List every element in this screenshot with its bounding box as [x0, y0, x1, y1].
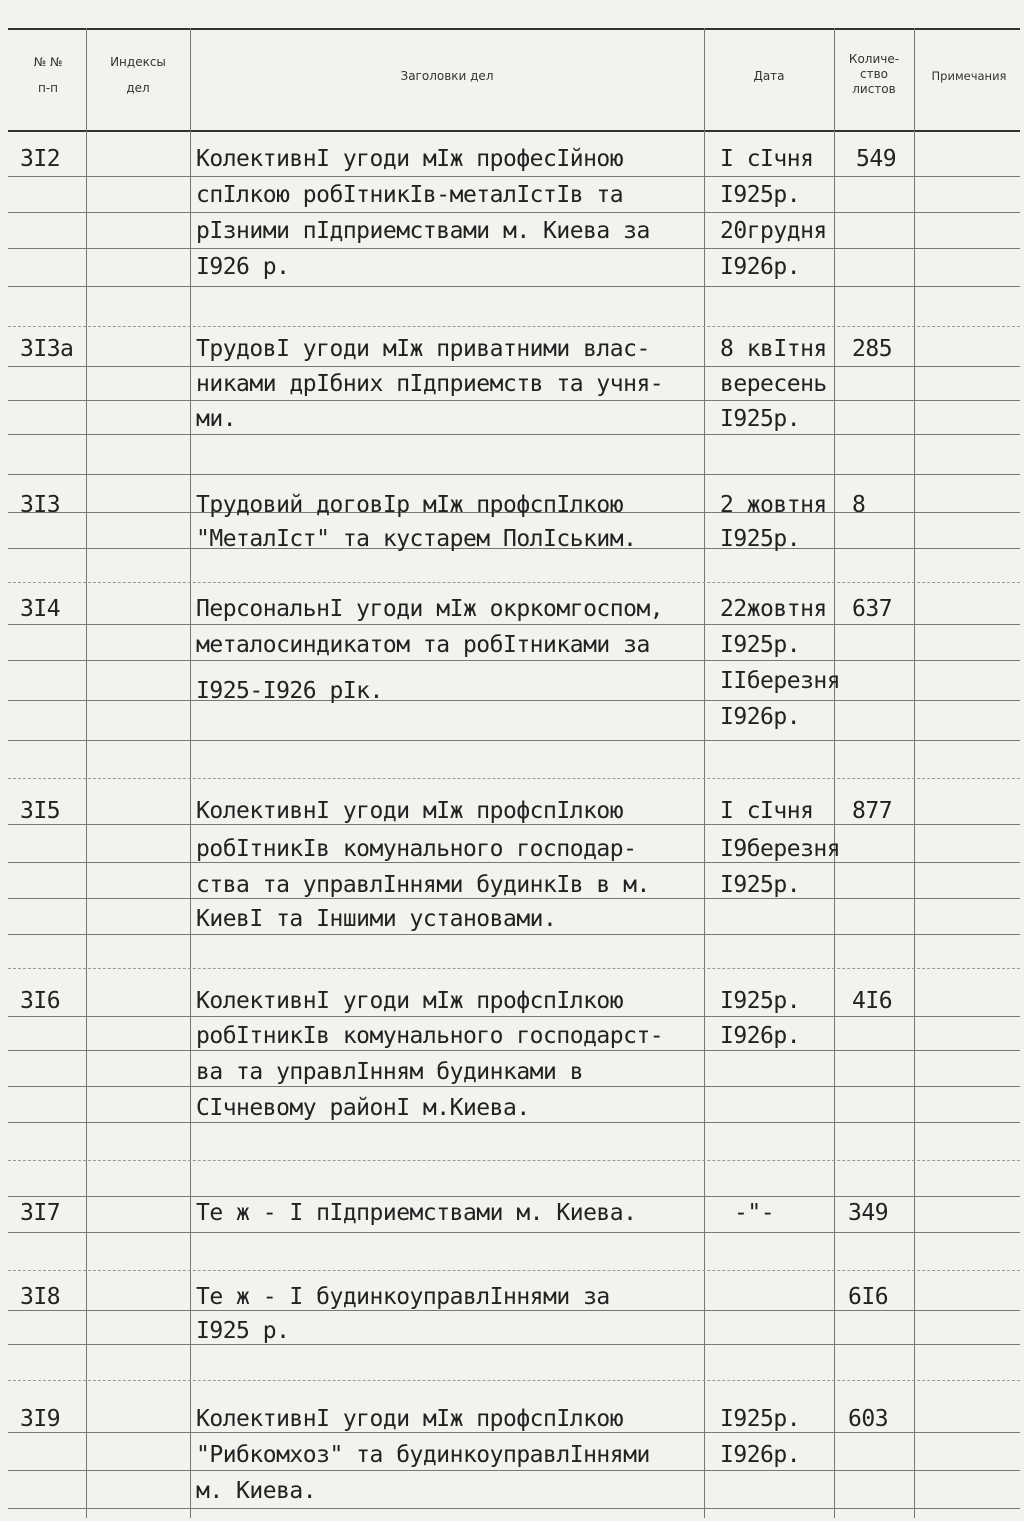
header-count-line3: листов: [852, 82, 896, 96]
row-number: 3I3: [20, 492, 61, 518]
ruled-line: [8, 176, 1020, 177]
row-number: 3I5: [20, 798, 61, 824]
row-sheet-count: 349: [848, 1200, 889, 1226]
row-title-line: робIтникIв комунального господар-: [196, 836, 637, 862]
row-date-line: I сIчня: [720, 798, 814, 824]
row-title-line: ства та управлIннями будинкIв в м.: [196, 872, 650, 898]
row-title-line: Те ж - I пIдприемствами м. Киева.: [196, 1200, 637, 1226]
row-number: 3I6: [20, 988, 61, 1014]
ruled-line: [8, 248, 1020, 249]
header-index: [90, 54, 186, 96]
row-date-line: 20грудня: [720, 218, 827, 244]
header-num-line2: п-п: [37, 81, 59, 95]
row-number: 3I3а: [20, 336, 74, 362]
row-date-line: IIберезня: [720, 668, 841, 694]
row-title-line: никами дрIбних пIдприемств та учня-: [196, 371, 664, 397]
row-number: 3I2: [20, 146, 61, 172]
ruled-line: [8, 778, 1020, 779]
ruled-line: [8, 326, 1020, 327]
row-date-line: 22жовтня: [720, 596, 827, 622]
row-date-line: I926р.: [720, 1023, 801, 1049]
row-sheet-count: 6I6: [848, 1284, 889, 1310]
row-sheet-count: 877: [852, 798, 893, 824]
row-date-line: 2 жовтня: [720, 492, 827, 518]
row-title-line: КолективнI угоди мIж профспIлкою: [196, 988, 624, 1014]
column-divider: [190, 28, 191, 1518]
column-divider: [86, 28, 87, 1518]
row-date-line: I926р.: [720, 704, 801, 730]
row-title-line: металосиндикатом та робIтниками за: [196, 632, 650, 658]
row-title-line: КиевI та Iншими установами.: [196, 906, 557, 932]
ruled-line: [8, 1270, 1020, 1271]
row-title-line: спIлкою робIтникIв-металIстIв та: [196, 182, 624, 208]
row-title-line: ПерсональнI угоди мIж окркомгоспом,: [196, 596, 664, 622]
row-title-line: "МеталIст" та кустарем ПолIським.: [196, 526, 637, 552]
row-date-line: I сIчня: [720, 146, 814, 172]
ruled-line: [8, 1380, 1020, 1381]
row-number: 3I8: [20, 1284, 61, 1310]
row-date-line: I925р.: [720, 632, 801, 658]
ruled-line: [8, 582, 1020, 583]
row-date-line: I9березня: [720, 836, 841, 862]
header-index-line1: Индексы: [110, 55, 166, 69]
row-date-line: -"-: [734, 1200, 775, 1226]
header-num: [16, 54, 80, 96]
row-title-line: КолективнI угоди мIж профспIлкою: [196, 1406, 624, 1432]
header-count-line2: ство: [859, 67, 888, 81]
row-date-line: I925р.: [720, 406, 801, 432]
header-bottom-border: [8, 130, 1020, 132]
row-title-line: I925-I926 рIк.: [196, 678, 383, 704]
row-number: 3I7: [20, 1200, 61, 1226]
column-divider: [704, 28, 705, 1518]
ruled-line: [8, 474, 1020, 475]
row-date-line: вересень: [720, 371, 827, 397]
row-date-line: I925р.: [720, 526, 801, 552]
row-date-line: I926р.: [720, 254, 801, 280]
ruled-line: [8, 1232, 1020, 1233]
ruled-line: [8, 1160, 1020, 1161]
ruled-line: [8, 740, 1020, 741]
row-number: 3I9: [20, 1406, 61, 1432]
row-title-line: Трудовий договIр мIж профспIлкою: [196, 492, 624, 518]
row-title-line: ТрудовI угоди мIж приватними влас-: [196, 336, 650, 362]
ruled-line: [8, 968, 1020, 969]
header-title: Заголовки дел: [400, 69, 494, 83]
row-title-line: ва та управлIнням будинками в: [196, 1059, 584, 1085]
row-date-line: I925р.: [720, 1406, 801, 1432]
row-title-line: КолективнI угоди мIж професIйною: [196, 146, 624, 172]
row-title-line: КолективнI угоди мIж профспIлкою: [196, 798, 624, 824]
row-date-line: I925р.: [720, 872, 801, 898]
row-title-line: рIзними пIдприемствами м. Киева за: [196, 218, 650, 244]
row-sheet-count: 549: [856, 146, 897, 172]
header-count: [836, 52, 912, 97]
row-date-line: I925р.: [720, 182, 801, 208]
row-sheet-count: 285: [852, 336, 893, 362]
row-date-line: 8 квIтня: [720, 336, 827, 362]
header-notes: Примечания: [931, 69, 1007, 83]
row-title-line: м. Киева.: [196, 1478, 317, 1504]
ruled-line: [8, 286, 1020, 287]
row-date-line: I926р.: [720, 1442, 801, 1468]
header-date: Дата: [753, 69, 785, 83]
row-title-line: СIчневому районI м.Киева.: [196, 1095, 530, 1121]
header-count-line1: Количе-: [848, 52, 900, 66]
table-top-border: [8, 28, 1020, 30]
row-title-line: "Рибкомхоз" та будинкоуправлIннями: [196, 1442, 650, 1468]
row-sheet-count: 603: [848, 1406, 889, 1432]
row-title-line: робIтникIв комунального господарст-: [196, 1023, 664, 1049]
row-title-line: I926 р.: [196, 254, 290, 280]
ruled-line: [8, 212, 1020, 213]
ruled-line: [8, 1508, 1020, 1509]
row-number: 3I4: [20, 596, 61, 622]
row-date-line: I925р.: [720, 988, 801, 1014]
row-title-line: ми.: [196, 406, 237, 432]
row-sheet-count: 637: [852, 596, 893, 622]
row-title-line: Те ж - I будинкоуправлIннями за: [196, 1284, 610, 1310]
row-title-line: I925 р.: [196, 1318, 290, 1344]
row-sheet-count: 4I6: [852, 988, 893, 1014]
header-index-line2: дел: [126, 81, 150, 95]
row-sheet-count: 8: [852, 492, 866, 518]
header-num-line1: № №: [33, 55, 63, 69]
